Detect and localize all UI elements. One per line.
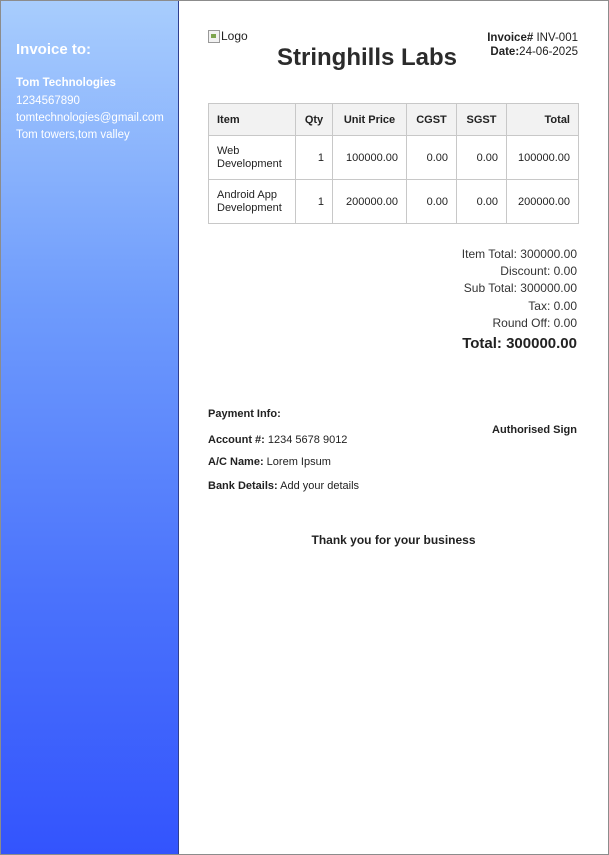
account-name-row — [208, 456, 331, 468]
broken-image-icon — [208, 30, 220, 43]
item-total: Item Total: 300000.00 — [461, 247, 577, 261]
invoice-date-row — [487, 45, 578, 59]
unit-price-cell: 200000.00 — [333, 180, 407, 224]
company-name: Stringhills Labs — [277, 44, 458, 71]
qty-cell: 1 — [296, 180, 333, 224]
invoice-date: 24-06-2025 — [519, 46, 578, 58]
account-number-label: Account #: — [208, 434, 265, 446]
invoice-meta — [487, 31, 578, 59]
grand-total: Total: 300000.00 — [462, 335, 577, 353]
round-off: Round Off: 0.00 — [492, 315, 577, 330]
logo-alt-text: Logo — [221, 29, 248, 43]
authorised-sign: Authorised Sign — [492, 424, 577, 436]
bank-details-label: Bank Details: — [208, 480, 278, 492]
item-name-line: Android App — [217, 188, 277, 201]
discount: Discount: 0.00 — [500, 264, 577, 279]
thank-you-message: Thank you for your business — [311, 533, 476, 547]
cgst-cell: 0.00 — [407, 136, 457, 180]
unit-price-cell: 100000.00 — [333, 136, 407, 180]
invoice-number-row — [487, 31, 578, 45]
invoice-number: INV-001 — [533, 32, 578, 44]
tax: Tax: 0.00 — [528, 298, 577, 313]
column-header-total: Total — [507, 104, 579, 136]
sgst-cell: 0.00 — [457, 180, 507, 224]
item-name-cell — [209, 180, 296, 224]
client-name: Tom Technologies — [16, 77, 116, 89]
column-header-sgst: SGST — [457, 104, 507, 136]
column-header-cgst: CGST — [407, 104, 457, 136]
item-name-line: Development — [217, 157, 282, 170]
invoice-to-heading: Invoice to: — [16, 41, 92, 58]
account-name-label: A/C Name: — [208, 456, 264, 468]
invoice-date-label: Date: — [490, 46, 520, 58]
column-header-qty: Qty — [296, 104, 333, 136]
qty-cell: 1 — [296, 136, 333, 180]
sgst-cell: 0.00 — [457, 136, 507, 180]
table-header-row — [209, 104, 579, 136]
total-cell: 100000.00 — [507, 136, 579, 180]
bank-details: Add your details — [277, 480, 360, 492]
company-logo — [208, 29, 248, 43]
client-address: Tom towers,tom valley — [16, 129, 130, 141]
line-items-table — [208, 103, 579, 224]
item-name-cell — [209, 136, 296, 180]
cgst-cell: 0.00 — [407, 180, 457, 224]
client-email: tomtechnologies@gmail.com — [16, 112, 164, 124]
bank-details-row — [208, 480, 359, 492]
total-cell: 200000.00 — [507, 180, 579, 224]
payment-info-title: Payment Info: — [208, 408, 281, 420]
account-number: 1234 5678 9012 — [264, 434, 348, 446]
bill-to-sidebar — [1, 1, 179, 854]
item-name-line: Web — [217, 144, 240, 157]
client-phone: 1234567890 — [16, 95, 80, 107]
column-header-unit-price: Unit Price — [333, 104, 407, 136]
column-header-item: Item — [209, 104, 296, 136]
table-row — [209, 180, 579, 224]
item-name-line: Development — [217, 201, 282, 214]
totals-summary — [462, 246, 577, 353]
sub-total: Sub Total: 300000.00 — [463, 281, 577, 296]
account-number-row — [208, 434, 347, 446]
table-row — [209, 136, 579, 180]
account-name: Lorem Ipsum — [263, 456, 331, 468]
invoice-number-label: Invoice# — [487, 32, 534, 44]
